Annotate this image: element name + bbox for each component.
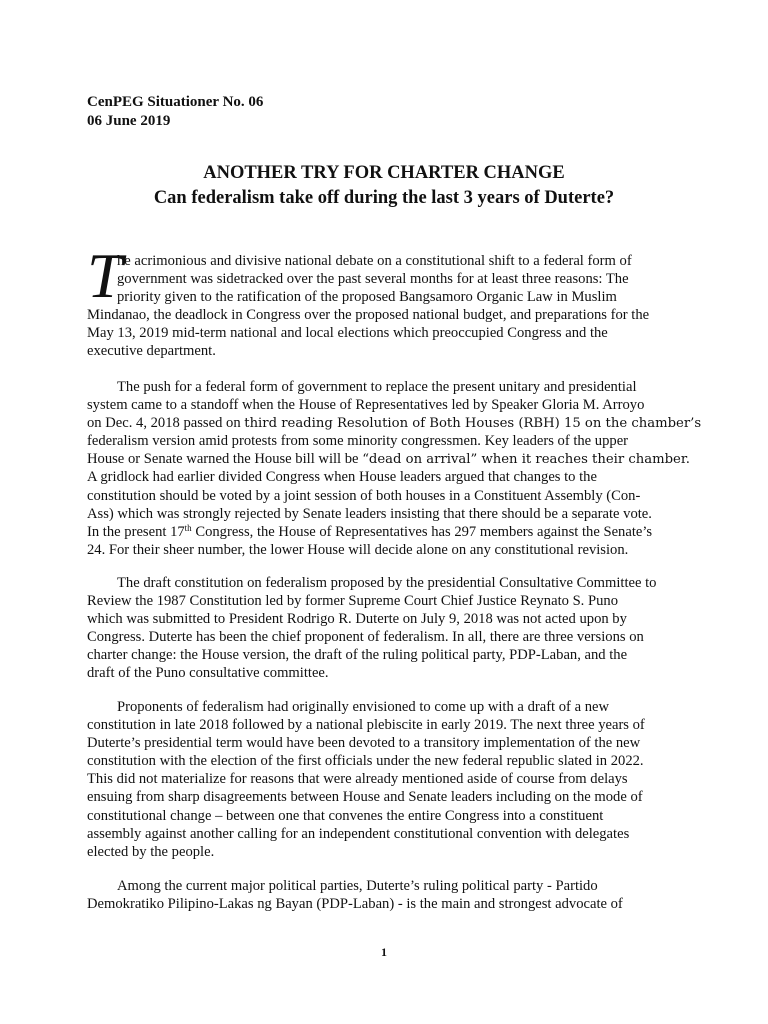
paragraph-line: charter change: the House version, the draft of the ruling political party, PDP-Laban, and the: [87, 647, 628, 664]
paragraph-line: Ass) which was strongly rejected by Senate leaders insisting that there should be a separate vote.: [87, 505, 652, 522]
paragraph-line: 24. For their sheer number, the lower House will decide alone on any constitutional revision.: [87, 541, 629, 558]
paragraph-line: The draft constitution on federalism proposed by the presidential Consultative Committee to: [117, 575, 657, 591]
paragraph-line: The push for a federal form of government to replace the present unitary and presidential: [117, 379, 637, 395]
paragraph-line: A gridlock had earlier divided Congress when House leaders argued that changes to the: [87, 469, 597, 486]
paragraph-line: [87, 450, 690, 468]
publication-date: 06 June 2019: [87, 113, 171, 129]
paragraph-line: government was sidetracked over the past several months for at least three reasons: The: [117, 271, 629, 288]
paragraph-line: [87, 523, 672, 541]
document-title-block: [0, 161, 768, 211]
paragraph-line: he acrimonious and divisive national debate on a constitutional shift to a federal form of: [117, 253, 632, 269]
paragraph-line: Proponents of federalism had originally envisioned to come up with a draft of a new: [117, 699, 610, 715]
paragraph-4: [87, 698, 672, 861]
dropcap-letter: T: [87, 240, 123, 311]
paragraph-line: Review the 1987 Constitution led by former Supreme Court Chief Justice Reynato S. Puno: [87, 593, 618, 610]
page-number: 1: [381, 945, 387, 959]
line-segment: third reading Resolution of Both Houses (RBH) 15 on the chamber’s: [244, 416, 702, 432]
paragraph-line: executive department.: [87, 343, 216, 360]
line-segment: on Dec. 4, 2018 passed on: [87, 415, 245, 432]
line-segment: Congress, the House of Representatives has 297 members against the Senate’s: [191, 523, 653, 540]
paragraph-line: May 13, 2019 mid-term national and local elections which preoccupied Congress and the: [87, 325, 608, 342]
paragraph-2: [87, 378, 702, 559]
paragraph-line: draft of the Puno consultative committee.: [87, 665, 329, 682]
paragraph-line: which was submitted to President Rodrigo R. Duterte on July 9, 2018 was not acted upon by: [87, 611, 627, 628]
paragraph-line: Mindanao, the deadlock in Congress over the proposed national budget, and preparations for the: [87, 307, 650, 324]
paragraph-line: federalism version amid protests from some minority congressmen. Key leaders of the upper: [87, 433, 629, 450]
series-label: CenPEG Situationer No. 06: [87, 94, 264, 110]
document-header: [87, 93, 263, 131]
main-title: ANOTHER TRY FOR CHARTER CHANGE: [203, 163, 565, 183]
paragraph-line: constitution should be voted by a joint session of both houses in a Constituent Assembly (Con-: [87, 487, 641, 504]
paragraph-line: constitution in late 2018 followed by a national plebiscite in early 2019. The next three years of: [87, 717, 645, 734]
paragraph-line: [87, 414, 702, 432]
paragraph-line: ensuing from sharp disagreements between House and Senate leaders including on the mode of: [87, 789, 643, 806]
subtitle: Can federalism take off during the last 3 years of Duterte?: [153, 188, 615, 208]
paragraph-line: Demokratiko Pilipino-Lakas ng Bayan (PDP-Laban) - is the main and strongest advocate of: [87, 896, 623, 913]
paragraph-line: Duterte’s presidential term would have been devoted to a transitory implementation of the new: [87, 735, 641, 752]
ordinal-superscript: th: [184, 522, 192, 533]
paragraph-line: assembly against another calling for an independent constitutional convention with delegates: [87, 825, 630, 842]
paragraph-5: [87, 877, 672, 913]
line-segment: “dead on arrival” when it reaches their chamber.: [362, 452, 690, 468]
paragraph-1: [87, 252, 672, 361]
paragraph-line: Among the current major political parties, Duterte’s ruling political party - Partido: [117, 878, 598, 894]
paragraph-line: priority given to the ratification of the proposed Bangsamoro Organic Law in Muslim: [117, 289, 617, 306]
paragraph-3: [87, 574, 672, 683]
paragraph-line: This did not materialize for reasons that were already mentioned aside of course from delays: [87, 771, 628, 788]
line-segment: House or Senate warned the House bill will be: [87, 451, 363, 468]
paragraph-line: elected by the people.: [87, 843, 215, 860]
paragraph-line: constitution with the election of the first officials under the new federal republic slated in 2022.: [87, 753, 644, 770]
paragraph-line: Congress. Duterte has been the chief proponent of federalism. In all, there are three versions on: [87, 629, 644, 646]
paragraph-line: system came to a standoff when the House of Representatives led by Speaker Gloria M. Arroyo: [87, 397, 645, 414]
line-segment: In the present 17: [87, 523, 185, 540]
paragraph-line: constitutional change – between one that convenes the entire Congress into a constituent: [87, 807, 604, 824]
